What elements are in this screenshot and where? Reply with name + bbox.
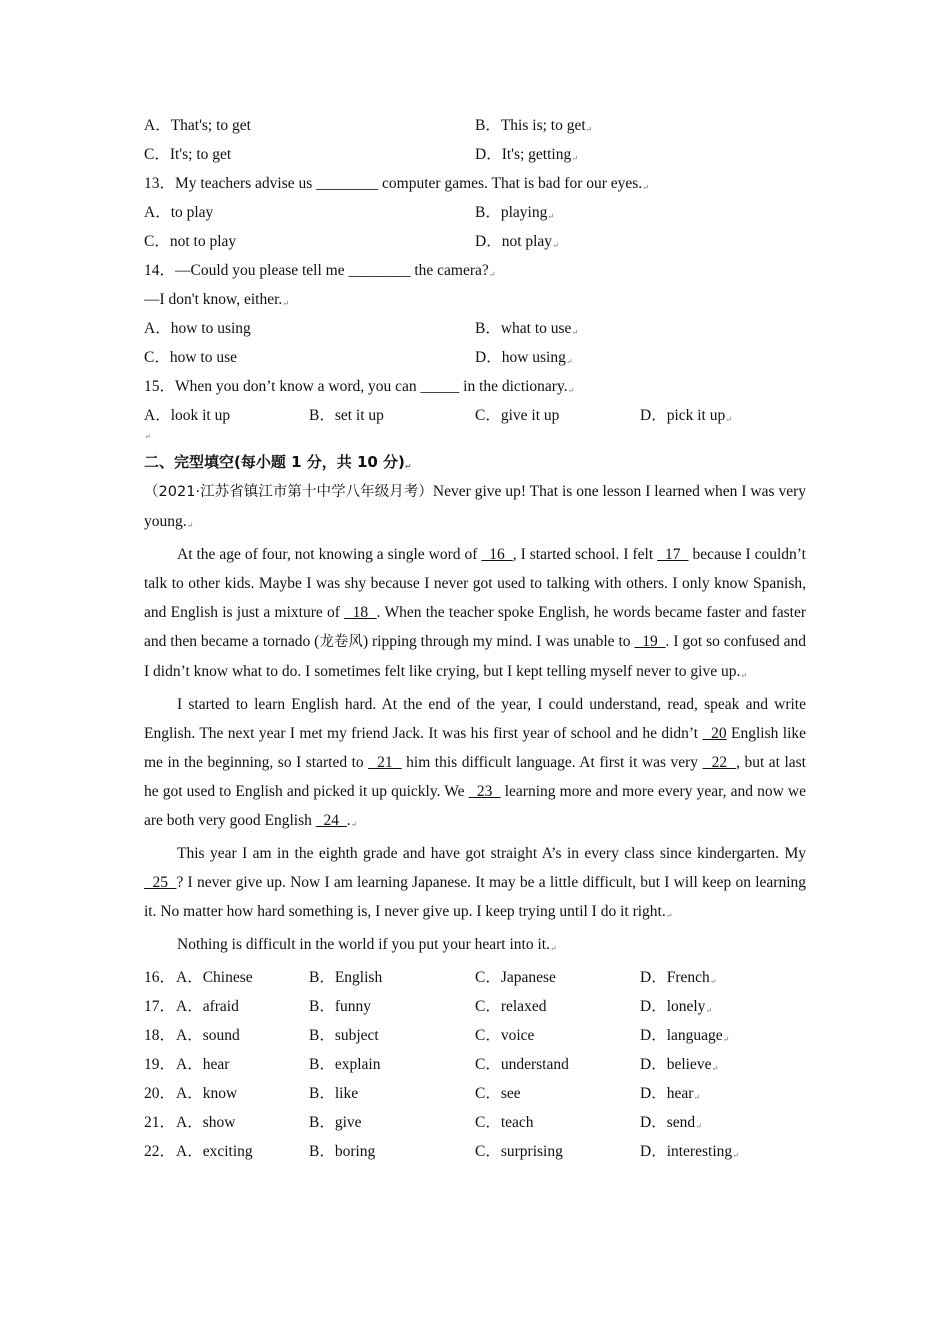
question-option-b: B．English bbox=[309, 969, 383, 986]
question-option-d: D．send↵ bbox=[640, 1114, 702, 1131]
q12-option-d: D．It's; getting↵ bbox=[475, 146, 578, 163]
blank-16: 16 bbox=[481, 546, 513, 563]
question-list bbox=[144, 963, 806, 1166]
question-number: 21． bbox=[144, 1114, 176, 1131]
blank-18: 18 bbox=[344, 604, 377, 621]
question-option-b: B．boring bbox=[309, 1143, 376, 1160]
blank-19: 19 bbox=[634, 633, 666, 650]
q14-stem: 14．—Could you please tell me ________ the camera?↵ bbox=[144, 262, 496, 279]
question-option-b: B．subject bbox=[309, 1027, 379, 1044]
question-option-c: C．voice bbox=[475, 1027, 535, 1044]
question-number: 18． bbox=[144, 1027, 176, 1044]
question-option-d: D．language↵ bbox=[640, 1027, 730, 1044]
q14-reply: —I don't know, either.↵ bbox=[144, 291, 289, 308]
question-row bbox=[144, 963, 806, 992]
question-option-c: C．understand bbox=[475, 1056, 569, 1073]
question-option-b: B．explain bbox=[309, 1056, 381, 1073]
q13-options-row-1 bbox=[144, 198, 806, 227]
passage-paragraph-4: Nothing is difficult in the world if you put your heart into it.↵ bbox=[177, 936, 557, 953]
blank-22: 22 bbox=[702, 754, 737, 771]
question-option-a: 16．A．Chinese bbox=[144, 963, 253, 992]
q14-option-d: D．how using↵ bbox=[475, 349, 573, 366]
question-row bbox=[144, 1079, 806, 1108]
q13-option-c: C．not to play bbox=[144, 233, 237, 250]
question-option-b: B．give bbox=[309, 1114, 362, 1131]
q13-option-a: A．to play bbox=[144, 204, 214, 221]
question-row bbox=[144, 1050, 806, 1079]
passage-intro: （2021·江苏省镇江市第十中学八年级月考）Never give up! That is one lesson I learned when I was very young.↵ bbox=[144, 483, 806, 530]
q14-option-a: A．how to using bbox=[144, 320, 251, 337]
q13-options-row-2 bbox=[144, 227, 806, 256]
question-number: 22． bbox=[144, 1143, 176, 1160]
q12-options-row-2 bbox=[144, 140, 806, 169]
question-number: 20． bbox=[144, 1085, 176, 1102]
q14-option-c: C．how to use bbox=[144, 349, 238, 366]
question-row bbox=[144, 1137, 806, 1166]
question-option-a: 17．A．afraid bbox=[144, 992, 239, 1021]
question-option-b: B．like bbox=[309, 1085, 359, 1102]
paragraph-mark: ↵ bbox=[144, 432, 151, 441]
q13-option-b: B．playing↵ bbox=[475, 204, 555, 221]
q15-options-row bbox=[144, 401, 806, 430]
q12-option-c: C．It's; to get bbox=[144, 146, 232, 163]
question-option-c: C．surprising bbox=[475, 1143, 563, 1160]
blank-20: 20 bbox=[702, 725, 727, 742]
question-option-c: C．teach bbox=[475, 1114, 534, 1131]
q13-option-d: D．not play↵ bbox=[475, 233, 559, 250]
question-number: 19． bbox=[144, 1056, 176, 1073]
question-option-a: 20．A．know bbox=[144, 1079, 237, 1108]
q15-option-a: A．look it up bbox=[144, 407, 231, 424]
question-option-d: D．lonely↵ bbox=[640, 998, 713, 1015]
question-row bbox=[144, 992, 806, 1021]
question-option-c: C．relaxed bbox=[475, 998, 547, 1015]
question-option-d: D．French↵ bbox=[640, 969, 717, 986]
q14-options-row-1 bbox=[144, 314, 806, 343]
passage-paragraph-1: At the age of four, not knowing a single word of 16 , I started school. I felt 17 because I couldn’t talk to other kids. Maybe I was shy because I never got used to talking with others. I only know Spanish, and English is just a mixture of 18 . When the teacher spoke English, he words became faster and faster and then became a tornado (龙卷风) ripping through my mind. I was unable to 19 . I got so confused and I didn’t know what to do. I sometimes felt like crying, but I kept telling myself never to give up.↵ bbox=[144, 546, 807, 680]
question-row bbox=[144, 1108, 806, 1137]
question-number: 16． bbox=[144, 969, 176, 986]
chinese-gloss: 龙卷风 bbox=[319, 634, 363, 650]
blank-21: 21 bbox=[368, 754, 402, 771]
q14-option-b: B．what to use↵ bbox=[475, 320, 579, 337]
passage-paragraph-2: I started to learn English hard. At the end of the year, I could understand, read, speak and write English. The next year I met my friend Jack. It was his first year of school and he didn’t 20 English like me in the beginning, so I started to 21 him this difficult language. At first it was very 22 , but at last he got used to English and picked it up quickly. We 23 learning more and more every year, and now we are both very good English 24 .↵ bbox=[144, 696, 807, 829]
q15-stem: 15．When you don’t know a word, you can _____ in the dictionary.↵ bbox=[144, 378, 575, 395]
question-option-c: C．see bbox=[475, 1085, 521, 1102]
blank-23: 23 bbox=[468, 783, 501, 800]
question-option-d: D．believe↵ bbox=[640, 1056, 719, 1073]
question-option-d: D．interesting↵ bbox=[640, 1143, 739, 1160]
question-number: 17． bbox=[144, 998, 176, 1015]
passage-source: （2021·江苏省镇江市第十中学八年级月考） bbox=[144, 484, 433, 500]
q14-options-row-2 bbox=[144, 343, 806, 372]
q12-option-b: B．This is; to get↵ bbox=[475, 117, 593, 134]
question-option-a: 18．A．sound bbox=[144, 1021, 240, 1050]
question-option-a: 22．A．exciting bbox=[144, 1137, 253, 1166]
passage-paragraph-3: This year I am in the eighth grade and have got straight A’s in every class since kindergarten. My 25 ? I never give up. Now I am learning Japanese. It may be a little difficult, but I will keep on learning it. No matter how hard something is, I never give up. I keep trying until I do it right.↵ bbox=[144, 845, 807, 920]
section-heading: 二、完型填空(每小题 1 分，共 10 分)↵ bbox=[144, 453, 412, 471]
question-option-c: C．Japanese bbox=[475, 969, 556, 986]
blank-25: 25 bbox=[144, 874, 177, 891]
question-option-b: B．funny bbox=[309, 998, 372, 1015]
document-page bbox=[144, 111, 806, 1166]
q13-stem: 13．My teachers advise us ________ computer games. That is bad for our eyes.↵ bbox=[144, 175, 649, 192]
blank-24: 24 bbox=[315, 812, 347, 829]
question-option-a: 19．A．hear bbox=[144, 1050, 229, 1079]
q15-option-d: D．pick it up↵ bbox=[640, 407, 732, 424]
q12-option-a: A．That's; to get bbox=[144, 117, 251, 134]
q15-option-c: C．give it up bbox=[475, 407, 560, 424]
q12-options-row-1 bbox=[144, 111, 806, 140]
question-option-d: D．hear↵ bbox=[640, 1085, 701, 1102]
blank-17: 17 bbox=[657, 546, 689, 563]
question-option-a: 21．A．show bbox=[144, 1108, 235, 1137]
q15-option-b: B．set it up bbox=[309, 407, 384, 424]
question-row bbox=[144, 1021, 806, 1050]
